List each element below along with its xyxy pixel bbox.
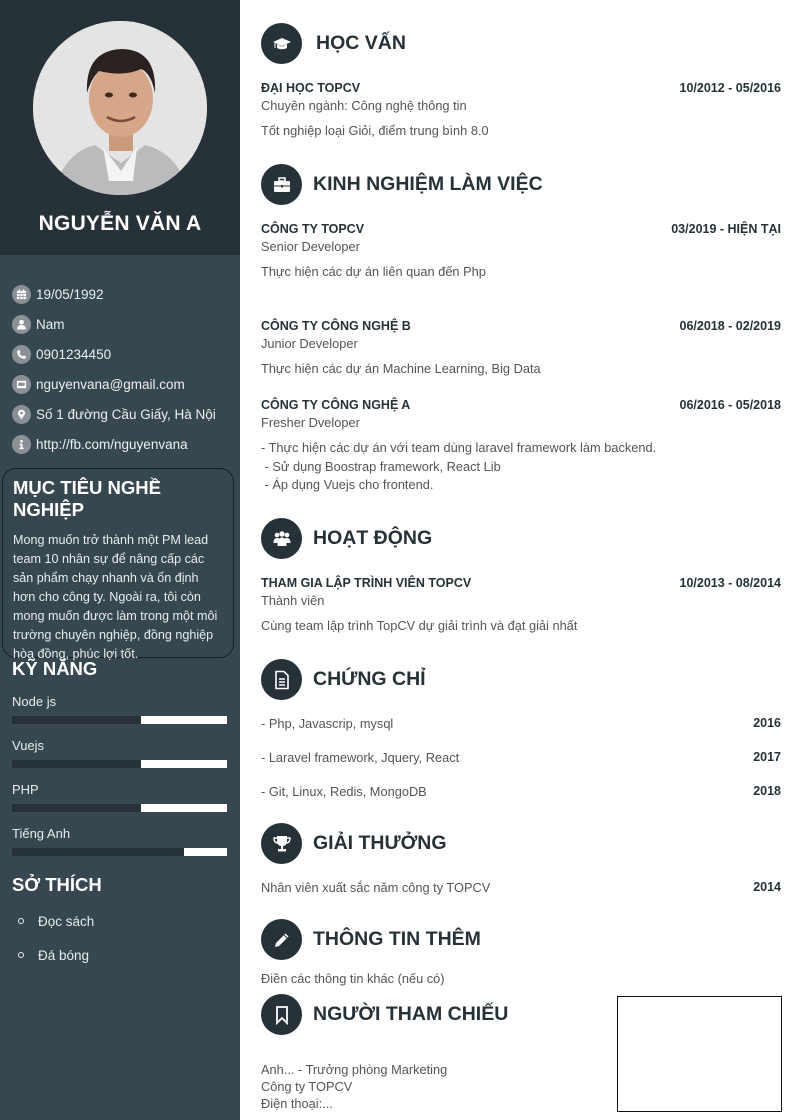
- user-icon: [12, 315, 31, 334]
- contact-gender: [12, 309, 216, 339]
- pencil-icon: [261, 919, 302, 960]
- activities-header: [261, 518, 432, 559]
- hobby-item: [12, 912, 102, 930]
- education-header: [261, 23, 406, 64]
- skill-name: Node js: [12, 694, 57, 709]
- bullet-icon: [18, 918, 24, 924]
- skill-bar-fill: [141, 760, 227, 768]
- empty-image-placeholder: [617, 996, 782, 1112]
- award-year: 2014: [753, 880, 781, 894]
- activity-name: THAM GIA LẬP TRÌNH VIÊN TOPCV: [261, 576, 472, 590]
- certificate-year: 2018: [753, 784, 781, 798]
- skill-bar: [12, 848, 227, 856]
- awards-header: [261, 823, 447, 864]
- skills-section: [12, 658, 228, 856]
- graduation-cap-icon: [261, 23, 302, 64]
- hobby-label: Đá bóng: [38, 947, 90, 963]
- certificate-name: - Php, Javascrip, mysql: [261, 716, 394, 731]
- trophy-icon: [261, 823, 302, 864]
- objective-text: Mong muốn trở thành một PM lead team 10 nhân sự để nâng cấp các sản phẩm chạy nhanh và ổn định hơn cho công ty. Ngoài ra, tôi còn mong muốn được làm trong một môi trường chuyên nghiệp, đồng nghiệp hòa đồng, phúc lợi tốt.: [13, 533, 218, 661]
- education-major: Chuyên ngành: Công nghệ thông tin: [261, 98, 467, 113]
- job-desc: [261, 439, 781, 495]
- contact-website-value[interactable]: http://fb.com/nguyenvana: [36, 436, 188, 452]
- activity-role: Thành viên: [261, 593, 325, 608]
- certificate-name: - Laravel framework, Jquery, React: [261, 750, 460, 765]
- phone-icon: [12, 345, 31, 364]
- contact-phone-value[interactable]: 0901234450: [36, 346, 112, 362]
- education-desc: Tốt nghiệp loại Giỏi, điểm trung bình 8.0: [261, 123, 489, 138]
- reference-line: Công ty TOPCV: [261, 1079, 353, 1094]
- job-desc-line: - Áp dụng Vuejs cho frontend.: [261, 477, 434, 492]
- award-name: Nhân viên xuất sắc năm công ty TOPCV: [261, 880, 491, 895]
- extra-info-title: THÔNG TIN THÊM: [313, 928, 481, 950]
- experience-item: [261, 222, 781, 282]
- certificates-header: [261, 659, 426, 700]
- job-desc: Thực hiện các dự án Machine Learning, Big Data: [261, 361, 541, 376]
- hobbies-section: [12, 874, 102, 964]
- skill-bar-fill: [184, 848, 227, 856]
- job-desc: Thực hiện các dự án liên quan đến Php: [261, 264, 486, 279]
- activity-desc: Cùng team lập trình TopCV dự giải trình và đạt giải nhất: [261, 618, 578, 633]
- activities-title: HOẠT ĐỘNG: [313, 527, 433, 549]
- contact-gender-value: Nam: [36, 316, 65, 332]
- candidate-name: NGUYỄN VĂN A: [38, 212, 202, 235]
- school-name: ĐẠI HỌC TOPCV: [261, 81, 361, 95]
- experience-date: 06/2018 - 02/2019: [679, 319, 781, 333]
- activity-item: [261, 576, 781, 636]
- certificate-item: [261, 716, 781, 731]
- experience-header: [261, 164, 543, 205]
- career-objective: [2, 468, 234, 661]
- skill-item: [12, 782, 228, 812]
- avatar: [33, 21, 207, 195]
- document-icon: [261, 659, 302, 700]
- skills-title: KỸ NĂNG: [12, 658, 98, 679]
- job-role: Junior Developer: [261, 336, 358, 351]
- contact-website: [12, 429, 216, 459]
- reference-line: Anh... - Trưởng phòng Marketing: [261, 1062, 448, 1077]
- skill-bar-fill: [141, 804, 227, 812]
- contact-email-value[interactable]: nguyenvana@gmail.com: [36, 376, 185, 392]
- skill-name: PHP: [12, 782, 39, 797]
- contact-birthday-value: 19/05/1992: [36, 286, 104, 302]
- skill-name: Vuejs: [12, 738, 45, 753]
- objective-title: MỤC TIÊU NGHỀ NGHIỆP: [13, 477, 161, 520]
- skill-name: Tiếng Anh: [12, 826, 71, 841]
- skill-item: [12, 738, 228, 768]
- skill-bar: [12, 716, 227, 724]
- experience-date: 03/2019 - HIỆN TẠI: [671, 222, 781, 236]
- extra-info-header: [261, 919, 481, 960]
- experience-date: 06/2016 - 05/2018: [679, 398, 781, 412]
- reference-info: [261, 1061, 447, 1112]
- experience-title: KINH NGHIỆM LÀM VIỆC: [313, 173, 543, 195]
- hobby-item: [12, 946, 102, 964]
- calendar-icon: [12, 285, 31, 304]
- bullet-icon: [18, 952, 24, 958]
- company-name: CÔNG TY TOPCV: [261, 222, 365, 236]
- education-date: 10/2012 - 05/2016: [679, 81, 781, 95]
- certificates-title: CHỨNG CHỈ: [313, 668, 426, 690]
- references-title: NGƯỜI THAM CHIẾU: [313, 1003, 509, 1025]
- education-title: HỌC VẤN: [316, 32, 406, 54]
- references-header: [261, 994, 508, 1035]
- info-icon: [12, 435, 31, 454]
- location-icon: [12, 405, 31, 424]
- certificate-year: 2017: [753, 750, 781, 764]
- certificate-year: 2016: [753, 716, 781, 730]
- experience-item: [261, 398, 781, 495]
- company-name: CÔNG TY CÔNG NGHỆ B: [261, 319, 411, 333]
- extra-info-text: Điền các thông tin khác (nếu có): [261, 971, 445, 986]
- contact-email: [12, 369, 216, 399]
- hobby-label: Đọc sách: [38, 913, 95, 929]
- contact-birthday: [12, 279, 216, 309]
- job-role: Senior Developer: [261, 239, 360, 254]
- profile-header: [0, 0, 240, 255]
- company-name: CÔNG TY CÔNG NGHỆ A: [261, 398, 411, 412]
- users-icon: [261, 518, 302, 559]
- briefcase-icon: [261, 164, 302, 205]
- bookmark-icon: [261, 994, 302, 1035]
- awards-title: GIẢI THƯỞNG: [313, 832, 447, 854]
- experience-item: [261, 319, 781, 379]
- skill-bar: [12, 760, 227, 768]
- job-desc-line: - Sử dụng Boostrap framework, React Lib: [261, 458, 501, 474]
- certificate-name: - Git, Linux, Redis, MongoDB: [261, 784, 427, 799]
- activity-date: 10/2013 - 08/2014: [679, 576, 781, 590]
- award-item: [261, 880, 781, 895]
- job-desc-line: - Thực hiện các dự án với team dùng laravel framework làm backend.: [261, 440, 657, 455]
- contact-address-value: Số 1 đường Cầu Giấy, Hà Nội: [36, 406, 216, 422]
- contact-address: [12, 399, 216, 429]
- sidebar: [0, 0, 240, 1120]
- skill-item: [12, 694, 228, 724]
- certificate-item: [261, 784, 781, 799]
- profile-photo: [33, 21, 207, 195]
- email-icon: [12, 375, 31, 394]
- skill-bar-fill: [141, 716, 227, 724]
- contact-list: [12, 279, 216, 459]
- hobbies-title: SỞ THÍCH: [12, 874, 102, 895]
- skill-bar: [12, 804, 227, 812]
- skill-item: [12, 826, 228, 856]
- certificate-item: [261, 750, 781, 765]
- job-role: Fresher Dveloper: [261, 415, 360, 430]
- reference-line: Điện thoại:...: [261, 1096, 333, 1111]
- education-item: [261, 81, 781, 141]
- contact-phone: [12, 339, 216, 369]
